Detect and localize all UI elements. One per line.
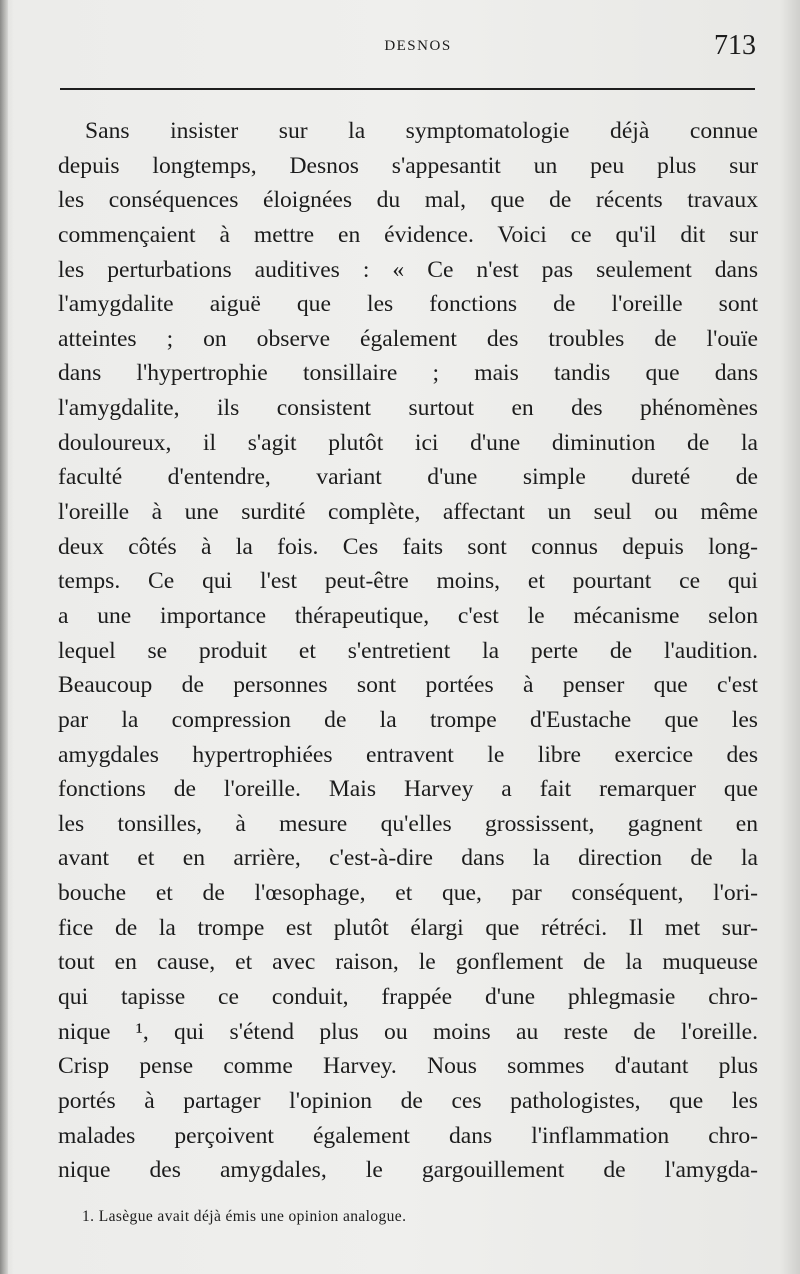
text-line: fice de la trompe est plutôt élargi que rétréci. Il met sur- — [58, 914, 758, 941]
text-line: les perturbations auditives : « Ce n'est pas seulement dans — [58, 256, 758, 283]
body-text — [58, 114, 758, 1188]
text-line: faculté d'entendre, variant d'une simple dureté de — [58, 464, 758, 491]
text-line: deux côtés à la fois. Ces faits sont connus depuis long- — [58, 533, 758, 560]
text-line: les tonsilles, à mesure qu'elles grossissent, gagnent en — [58, 810, 758, 837]
text-line: temps. Ce qui l'est peut-être moins, et pourtant ce qui — [58, 568, 758, 595]
text-line: nique ¹, qui s'étend plus ou moins au reste de l'oreille. — [58, 1018, 758, 1045]
text-line: Beaucoup de personnes sont portées à penser que c'est — [58, 672, 758, 699]
text-line: l'amygdalite aiguë que les fonctions de l'oreille sont — [58, 291, 758, 318]
text-line: malades perçoivent également dans l'inflammation chro- — [58, 1122, 758, 1149]
header-rule — [60, 88, 755, 90]
text-line: portés à partager l'opinion de ces pathologistes, que les — [58, 1087, 758, 1114]
text-line: fonctions de l'oreille. Mais Harvey a fait remarquer que — [58, 776, 758, 803]
text-line: l'amygdalite, ils consistent surtout en des phénomènes — [58, 395, 758, 422]
text-line: qui tapisse ce conduit, frappée d'une phlegmasie chro- — [58, 984, 758, 1011]
text-line: l'oreille à une surdité complète, affectant un seul ou même — [58, 499, 758, 526]
text-line: par la compression de la trompe d'Eustache que les — [58, 706, 758, 733]
text-line: avant et en arrière, c'est-à-dire dans la direction de la — [58, 845, 758, 872]
footnote: 1. Lasègue avait déjà émis une opinion analogue. — [82, 1208, 407, 1225]
text-line: lequel se produit et s'entretient la perte de l'audition. — [58, 637, 758, 664]
page-binding-edge — [0, 0, 8, 1274]
page-number: 713 — [714, 30, 756, 61]
text-line: douloureux, il s'agit plutôt ici d'une diminution de la — [58, 429, 758, 456]
text-line: nique des amygdales, le gargouillement de l'amygda- — [58, 1157, 758, 1184]
text-line: dans l'hypertrophie tonsillaire ; mais tandis que dans — [58, 360, 758, 387]
page-header — [58, 32, 758, 72]
text-line: amygdales hypertrophiées entravent le libre exercice des — [58, 741, 758, 768]
running-head: DESNOS — [384, 38, 452, 54]
text-line: depuis longtemps, Desnos s'appesantit un peu plus sur — [58, 152, 758, 179]
text-line: les conséquences éloignées du mal, que de récents travaux — [58, 187, 758, 214]
text-line: tout en cause, et avec raison, le gonflement de la muqueuse — [58, 949, 758, 976]
text-line: commençaient à mettre en évidence. Voici ce qu'il dit sur — [58, 221, 758, 248]
text-line: Sans insister sur la symptomatologie déjà connue — [85, 118, 758, 144]
text-line: Crisp pense comme Harvey. Nous sommes d'autant plus — [58, 1053, 758, 1080]
text-line: a une importance thérapeutique, c'est le mécanisme selon — [58, 602, 758, 629]
text-line: bouche et de l'œsophage, et que, par conséquent, l'ori- — [58, 880, 758, 907]
text-line: atteintes ; on observe également des troubles de l'ouïe — [58, 325, 758, 352]
